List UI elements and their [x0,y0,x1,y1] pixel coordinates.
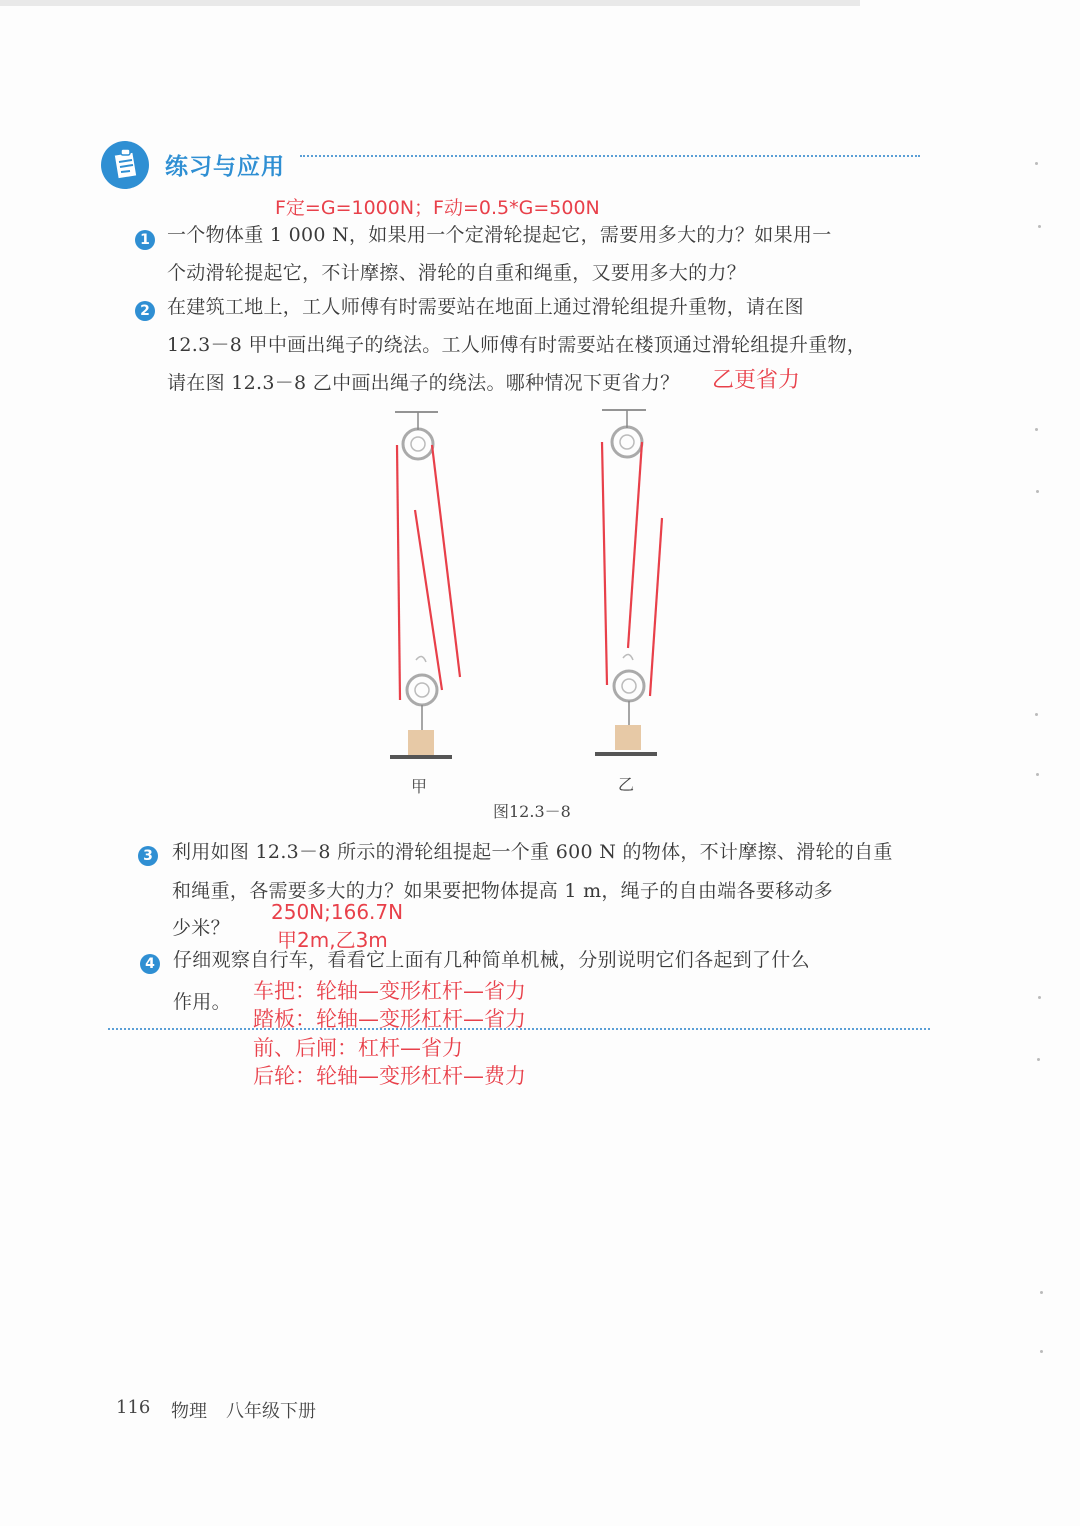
jia-drawn-rope [397,445,460,700]
question-4-line-2: 作用。 [173,991,231,1013]
question-2-number: 2 [135,301,155,321]
yi-fixed-pulley [612,410,642,457]
section-divider [300,155,920,157]
jia-weight-block [408,730,434,755]
scan-speck [1035,713,1038,716]
question-2-line-1: 在建筑工地上，工人师傅有时需要站在地面上通过滑轮组提升重物，请在图 [167,296,804,318]
clipboard-pencil-icon [100,140,150,190]
q4-handwritten-answer-1: 车把：轮轴—变形杠杆—省力 [253,979,526,1003]
q1-handwritten-answer: F定=G=1000N；F动=0.5*G=500N [275,197,600,219]
page-number: 116 [116,1397,151,1418]
question-1-line-1: 一个物体重 1 000 N，如果用一个定滑轮提起它，需要用多大的力？如果用一 [167,224,832,246]
question-1-number: 1 [135,230,155,250]
figure-label-yi: 乙 [618,775,635,794]
scan-speck [1038,225,1041,228]
question-3-line-2: 和绳重，各需要多大的力？如果要把物体提高 1 m，绳子的自由端各要移动多 [172,880,833,902]
top-edge-strip [0,0,860,6]
yi-weight-block [615,725,641,750]
question-1-line-2: 个动滑轮提起它，不计摩擦、滑轮的自重和绳重，又要用多大的力？ [167,262,747,284]
scan-speck [1035,428,1038,431]
jia-fixed-pulley [403,412,433,459]
figure-caption: 图12.3－8 [493,802,571,821]
question-3-line-3: 少米？ [172,917,230,939]
section-title: 练习与应用 [165,154,285,180]
question-2-line-2: 12.3－8 甲中画出绳子的绕法。工人师傅有时需要站在楼顶通过滑轮组提升重物， [167,334,867,356]
q3-handwritten-answer-1: 250N;166.7N [271,900,404,924]
footer-grade: 八年级下册 [226,1401,316,1422]
pulley-figure [380,400,680,760]
footer-subject: 物理 [171,1401,207,1422]
scan-speck [1035,162,1038,165]
q2-handwritten-answer: 乙更省力 [712,368,801,393]
question-4-number: 4 [140,954,160,974]
figure-label-jia: 甲 [411,777,428,796]
scan-speck [1037,1058,1040,1061]
scan-speck [1040,1350,1043,1353]
q4-handwritten-answer-2: 踏板：轮轴—变形杠杆—省力 [253,1007,526,1031]
yi-movable-pulley [614,654,644,725]
scan-speck [1040,1291,1043,1294]
question-3-line-1: 利用如图 12.3－8 所示的滑轮组提起一个重 600 N 的物体，不计摩擦、滑轮的自重 [172,841,893,863]
scan-speck [1036,773,1039,776]
jia-movable-pulley [407,656,437,730]
q4-handwritten-answer-3: 前、后闸：杠杆—省力 [253,1036,463,1060]
question-3-number: 3 [138,846,158,866]
scan-speck [1038,996,1041,999]
q3-handwritten-answer-2: 甲2m,乙3m [277,928,388,952]
question-4-line-1: 仔细观察自行车，看看它上面有几种简单机械，分别说明它们各起到了什么 [173,949,810,971]
question-2-line-3: 请在图 12.3－8 乙中画出绳子的绕法。哪种情况下更省力？ [167,372,680,394]
scan-speck [1036,490,1039,493]
q4-handwritten-answer-4: 后轮：轮轴—变形杠杆—费力 [253,1064,526,1088]
